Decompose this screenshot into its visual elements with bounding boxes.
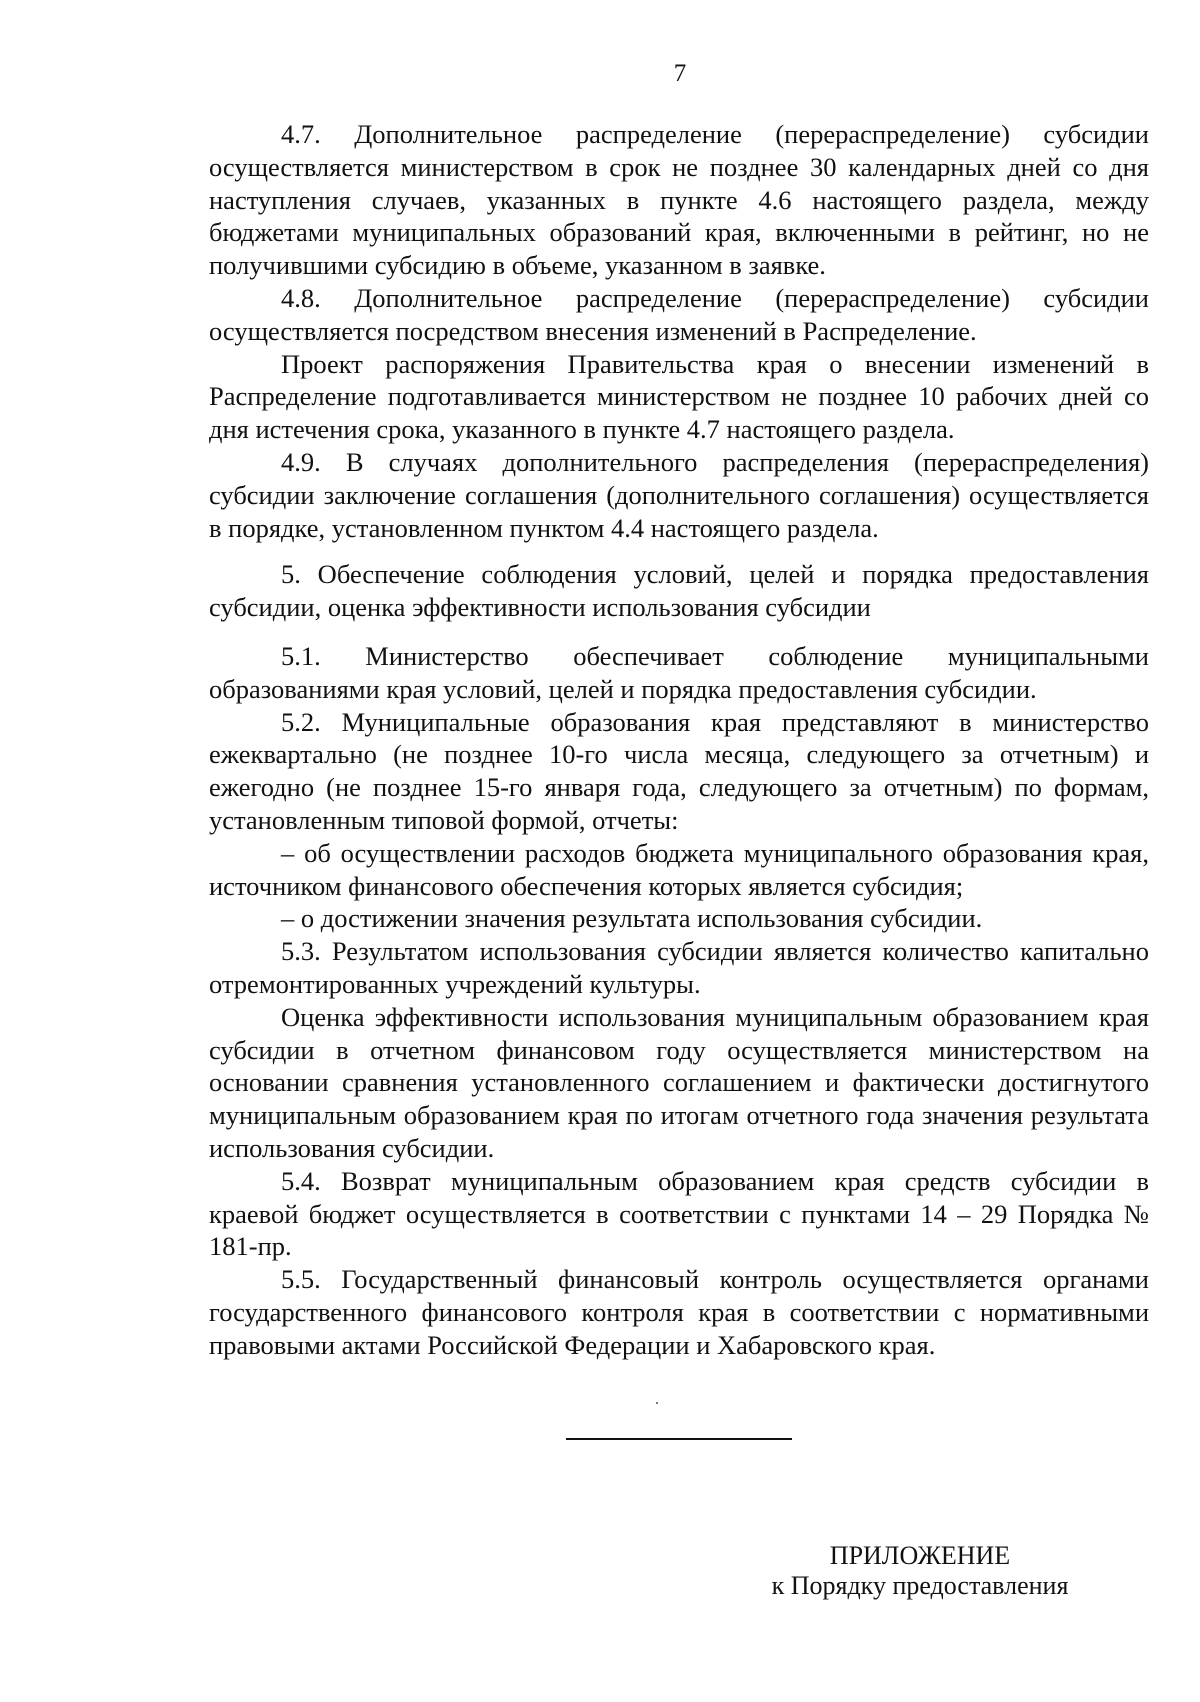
paragraph-4-7: 4.7. Дополнительное распределение (перераспределение) субсидии осуществляется министерством в срок не позднее 30 календарных дней со дня наступления случаев, указанных в пункте 4.6 настоящего раздела, между бюджетами муниципальных образований края, включенными в рейтинг, но не получившими субсидию в объеме, указанном в заявке. [209,119,1149,281]
end-of-text-rule [566,1438,792,1440]
paragraph-5-4: 5.4. Возврат муниципальным образованием края средств субсидии в краевой бюджет осуществляется в соответствии с пунктами 14 – 29 Порядка № 181-пр. [209,1165,1149,1262]
section-5-heading: 5. Обеспечение соблюдения условий, целей и порядка предоставления субсидии, оценка эффективности использования субсидии [209,559,1149,623]
paragraph-draft-order: Проект распоряжения Правительства края о внесении изменений в Распределение подготавливается министерством не позднее 10 рабочих дней со дня истечения срока, указанного в пункте 4.7 настоящего раздела. [209,348,1149,445]
list-item-expenses-report: – об осуществлении расходов бюджета муниципального образования края, источником финансового обеспечения которых является субсидия; [209,837,1149,901]
appendix-title: ПРИЛОЖЕНИЕ [829,1541,1011,1570]
appendix-subtitle: к Порядку предоставления [771,1571,1069,1600]
paragraph-efficiency-assessment: Оценка эффективности использования муниципальным образованием края субсидии в отчетном финансовом году осуществляется министерством на основании сравнения установленного соглашением и фактически достигнутого муниципальным образованием края по итогам отчетного года значения результата использования субсидии. [209,1001,1149,1163]
paragraph-5-5: 5.5. Государственный финансовый контроль осуществляется органами государственного финансового контроля края в соответствии с нормативными правовыми актами Российской Федерации и Хабаровского края. [209,1264,1149,1360]
page-number: 7 [673,60,687,87]
paragraph-5-1: 5.1. Министерство обеспечивает соблюдение муниципальными образованиями края условий, целей и порядка предоставления субсидии. [209,640,1149,704]
appendix-header [740,1541,1100,1601]
scan-speck [656,1402,658,1404]
paragraph-4-9: 4.9. В случаях дополнительного распределения (перераспределения) субсидии заключение соглашения (дополнительного соглашения) осуществляется в порядке, установленном пунктом 4.4 настоящего раздела. [209,446,1149,543]
paragraph-4-8: 4.8. Дополнительное распределение (перераспределение) субсидии осуществляется посредством внесения изменений в Распределение. [209,282,1149,346]
document-body [209,118,1149,1361]
paragraph-5-2: 5.2. Муниципальные образования края представляют в министерство ежеквартально (не позднее 10-го числа месяца, следующего за отчетным) и ежегодно (не позднее 15-го января года, следующего за отчетным) по формам, установленным типовой формой, отчеты: [209,706,1149,835]
paragraph-5-3: 5.3. Результатом использования субсидии является количество капитально отремонтированных учреждений культуры. [209,936,1149,999]
list-item-result-report: – о достижении значения результата использования субсидии. [281,903,983,934]
